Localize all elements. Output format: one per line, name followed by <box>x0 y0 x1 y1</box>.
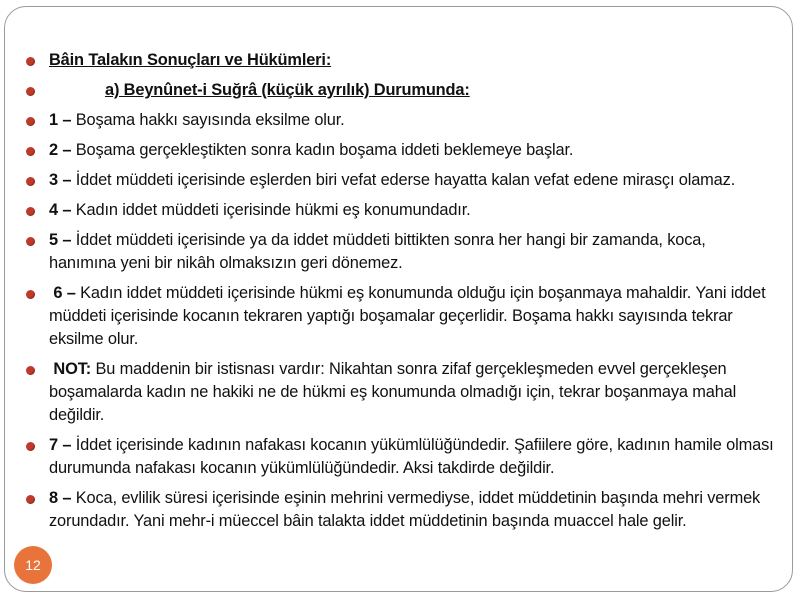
heading-text: Bâin Talakın Sonuçları ve Hükümleri: <box>49 51 332 69</box>
bullet-icon <box>26 207 35 216</box>
item-text: İddet müddeti içerisinde ya da iddet müddeti bittikten sonra her hangi bir zamanda, koca, hanımına yeni bir nikâh olmaksızın geri dönemez. <box>49 231 706 272</box>
item-label: 4 – <box>49 201 72 219</box>
item-label: 5 – <box>49 231 72 249</box>
bullet-icon <box>26 495 35 504</box>
list-item <box>25 229 777 275</box>
bullet-icon <box>26 117 35 126</box>
page-number-badge: 12 <box>14 546 52 584</box>
bullet-icon <box>26 442 35 451</box>
item-text: Boşama gerçekleştikten sonra kadın boşama iddeti beklemeye başlar. <box>71 141 574 159</box>
list-item <box>25 282 777 351</box>
note-text: Bu maddenin bir istisnası vardır: Nikahtan sonra zifaf gerçekleşmeden evvel gerçekleşen boşamalarda kadın ne hakiki ne de hükmi eş konumunda olmadığı için, tekrar boşanmaya mahal değildir. <box>49 360 737 424</box>
item-text: Kadın iddet müddeti içerisinde hükmi eş konumundadır. <box>71 201 471 219</box>
list-item <box>25 109 777 132</box>
item-label: 7 – <box>49 436 72 454</box>
list-item <box>25 169 777 192</box>
item-text: Kadın iddet müddeti içerisinde hükmi eş konumunda olduğu için boşanmaya mahaldir. Yani iddet müddeti içerisinde kocanın tekraren yaptığı boşamalar geçerlidir. Boşama hakkı sayısında tekrar eksilme olur. <box>49 284 766 348</box>
bullet-icon <box>26 87 35 96</box>
slide-heading <box>25 49 777 72</box>
item-label: 2 – <box>49 141 72 159</box>
list-item <box>25 487 777 533</box>
item-text: Koca, evlilik süresi içerisinde eşinin mehrini vermediyse, iddet müddetinin başında mehri vermek zorundadır. Yani mehr-i müeccel bâin talakta iddet müddetinin başında muaccel hale gelir. <box>49 489 761 530</box>
bullet-icon <box>26 147 35 156</box>
item-text: İddet içerisinde kadının nafakası kocanın yükümlülüğündedir. Şafiilere göre, kadının hamile olması durumunda nafakası kocanın yükümlülüğündedir. Aksi takdirde değildir. <box>49 436 774 477</box>
item-label: 3 – <box>49 171 72 189</box>
list-item <box>25 199 777 222</box>
note-label: NOT: <box>49 360 92 378</box>
item-label: 6 – <box>49 284 76 302</box>
list-item <box>25 434 777 480</box>
bullet-list <box>25 49 777 540</box>
list-item-note <box>25 358 777 427</box>
subheading-text: a) Beynûnet-i Suğrâ (küçük ayrılık) Durumunda: <box>105 81 470 99</box>
slide-subheading <box>25 79 777 102</box>
bullet-icon <box>26 237 35 246</box>
item-text: İddet müddeti içerisinde eşlerden biri vefat ederse hayatta kalan vefat edene mirasçı olamaz. <box>71 171 736 189</box>
slide-frame <box>4 6 793 592</box>
bullet-icon <box>26 366 35 375</box>
item-label: 8 – <box>49 489 72 507</box>
bullet-icon <box>26 57 35 66</box>
list-item <box>25 139 777 162</box>
bullet-icon <box>26 290 35 299</box>
bullet-icon <box>26 177 35 186</box>
item-text: Boşama hakkı sayısında eksilme olur. <box>71 111 345 129</box>
item-label: 1 – <box>49 111 72 129</box>
